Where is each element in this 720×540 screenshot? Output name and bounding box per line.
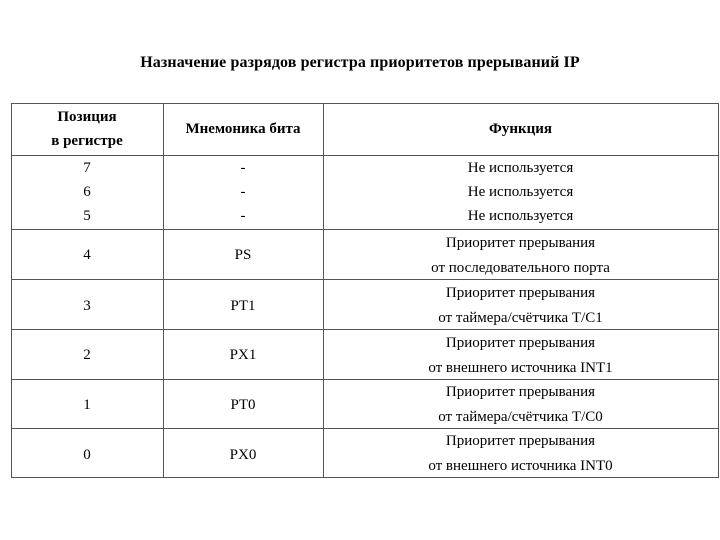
function-line: от внешнего источника INT1 [428, 359, 613, 376]
header-mnemonic: Мнемоника бита [185, 121, 301, 137]
function-line: от последовательного порта [431, 259, 610, 276]
header-position [11, 105, 163, 153]
function-cell: Не используется [467, 208, 574, 224]
function-cell [323, 331, 718, 380]
function-line: от таймера/счётчика T/C0 [438, 408, 603, 425]
mnemonic-cell: - [240, 208, 246, 224]
function-line: Приоритет прерывания [445, 235, 596, 251]
function-cell [323, 380, 718, 429]
function-line: от внешнего источника INT0 [428, 457, 613, 474]
mnemonic-cell: PT0 [230, 397, 256, 413]
position-cell: 1 [83, 397, 91, 413]
function-line: Приоритет прерывания [445, 384, 596, 400]
function-cell: Не используется [467, 160, 574, 176]
mnemonic-cell: PT1 [230, 298, 256, 314]
header-position-line1: Позиция [57, 109, 117, 125]
function-line: Приоритет прерывания [445, 335, 596, 351]
mnemonic-cell: PX1 [229, 347, 257, 363]
mnemonic-cell: PS [234, 247, 252, 263]
header-function: Функция [488, 121, 553, 137]
mnemonic-cell: - [240, 160, 246, 176]
position-cell: 5 [83, 208, 91, 224]
mnemonic-cell: - [240, 184, 246, 200]
bit-assignment-table [11, 103, 719, 478]
position-cell: 6 [83, 184, 91, 200]
function-line: Приоритет прерывания [445, 433, 596, 449]
table-border-right [718, 103, 719, 478]
position-cell: 4 [83, 247, 91, 263]
row-separator [11, 229, 719, 230]
position-cell: 2 [83, 347, 91, 363]
position-cell: 7 [83, 160, 91, 176]
function-line: от таймера/счётчика T/C1 [438, 309, 603, 326]
position-cell: 3 [83, 298, 91, 314]
function-cell [323, 429, 718, 478]
header-position-line2: в регистре [51, 133, 123, 149]
function-cell: Не используется [467, 184, 574, 200]
function-line: Приоритет прерывания [445, 285, 596, 301]
mnemonic-cell: PX0 [229, 447, 257, 463]
page-title: Назначение разрядов регистра приоритетов прерываний IP [140, 54, 580, 71]
position-cell: 0 [83, 447, 91, 463]
function-cell [323, 231, 718, 280]
table-border-top [11, 103, 719, 104]
function-cell [323, 281, 718, 330]
